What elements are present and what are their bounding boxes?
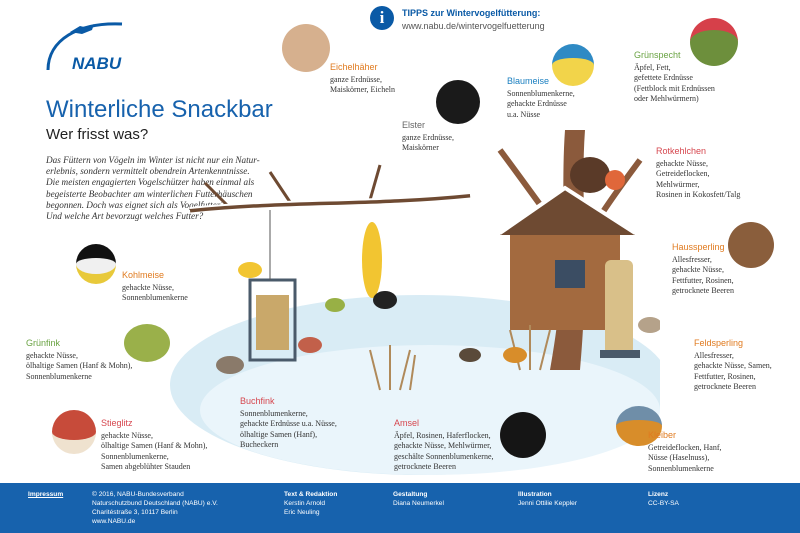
tips-title: TIPPS zur Wintervogelfütterung: <box>402 8 541 18</box>
footer-line: Kerstin Arnold <box>284 500 326 507</box>
bird-food-line: gehackte Nüsse, <box>122 282 174 292</box>
bird-gruenspecht <box>634 50 715 105</box>
bird-food-line: Bucheckern <box>240 440 279 449</box>
footer-heading: Text & Redaktion <box>284 491 338 498</box>
intro-line: begeisterte Beobachter am winterlichen Futterhäuschen <box>46 188 253 199</box>
intro-line: Die meisten engagierten Vogelschützer haben einmal als <box>46 177 255 188</box>
bird-gruenfink <box>26 338 132 382</box>
footer <box>0 483 800 533</box>
bird-stieglitz <box>101 418 207 473</box>
footer-heading: Illustration <box>518 491 552 498</box>
intro-line: begonnen. Doch was eignet sich als Vogelfutter? <box>46 199 225 210</box>
bird-food-line: gefettete Erdnüsse <box>634 73 693 82</box>
bird-food-line: oder Mehlwürmern) <box>634 94 699 103</box>
bird-food-line: Mehlwürmer, <box>656 179 700 189</box>
bird-elster <box>402 120 454 154</box>
bird-name: Elster <box>402 120 426 130</box>
bird-food-line: gehackte Erdnüsse u.a. Nüsse, <box>240 419 337 428</box>
bird-food-line: Äpfel, Fett, <box>634 62 671 72</box>
bird-name: Grünfink <box>26 338 61 348</box>
bird-food-line: ganze Erdnüsse, <box>330 74 382 84</box>
bird-food-line: gehackte Nüsse, Samen, <box>694 361 772 370</box>
bird-food-line: Samen abgeblühter Stauden <box>101 462 191 471</box>
stieglitz-head-icon <box>52 410 96 454</box>
bird-name: Rotkehlchen <box>656 146 707 156</box>
haussperling-head-icon <box>728 222 774 268</box>
amsel-head-icon <box>500 412 546 458</box>
bird-feldsperling <box>694 338 772 393</box>
bird-amsel <box>394 418 494 473</box>
bird-name: Eichelhäher <box>330 62 378 72</box>
tips-url[interactable]: www.nabu.de/wintervogelfuetterung <box>402 21 545 31</box>
bird-food-line: getrocknete Beeren <box>672 286 734 295</box>
bird-blaumeise <box>507 76 575 120</box>
bird-name: Kohlmeise <box>122 270 165 280</box>
bird-rotkehlchen <box>656 146 740 201</box>
eichelhaeher-head-icon <box>282 24 330 72</box>
bird-food-line: Getreideflocken, <box>656 169 710 178</box>
page-title: Winterliche Snackbar <box>46 96 273 123</box>
footer-impressum[interactable] <box>28 490 63 499</box>
bird-name: Blaumeise <box>507 76 550 86</box>
tips-box[interactable] <box>370 4 610 38</box>
bird-food-line: gehackte Nüsse, <box>26 350 78 360</box>
bird-food-line: Getreideflocken, Hanf, <box>648 442 722 452</box>
bird-food-line: Allesfresser, <box>672 254 712 264</box>
bird-food-line: geschälte Sonnenblumenkerne, <box>394 451 494 461</box>
bird-food-line: getrocknete Beeren <box>394 462 456 471</box>
bird-food-line: ölhaltige Samen (Hanf & Mohn), <box>26 361 133 370</box>
bird-name: Haussperling <box>672 242 725 252</box>
bird-name: Buchfink <box>240 396 275 406</box>
bird-food-line: gehackte Nüsse, Mehlwürmer, <box>394 441 492 450</box>
bird-food-line: gehackte Nüsse, <box>672 265 724 274</box>
bird-food-line: Sonnenblumenkerne, <box>507 88 575 98</box>
bird-food-line: Rosinen in Kokosfett/Talg <box>656 190 741 199</box>
bird-food-line: (Fettblock mit Erdnüssen <box>634 83 715 93</box>
bird-food-line: getrocknete Beeren <box>694 382 756 391</box>
bird-buchfink <box>240 396 337 451</box>
bird-food-line: Sonnenblumenkerne, <box>101 451 169 461</box>
bird-haussperling <box>672 242 734 297</box>
impressum-link[interactable]: Impressum <box>28 491 64 498</box>
info-icon: i <box>370 6 394 30</box>
bird-food-line: ölhaltige Samen (Hanf), <box>240 429 318 439</box>
footer-illustration <box>518 490 577 508</box>
footer-line: Jenni Ottilie Keppler <box>518 500 578 507</box>
bird-eichelhaeher <box>330 62 395 96</box>
bird-food-line: Maiskörner <box>402 143 439 152</box>
footer-line: Charitéstraße 3, 10117 Berlin <box>92 509 178 516</box>
logo-text: NABU <box>72 54 122 73</box>
bird-name: Feldsperling <box>694 338 744 348</box>
footer-heading: Gestaltung <box>393 491 428 498</box>
bird-food-line: Fettfutter, Rosinen, <box>672 275 734 285</box>
footer-copyright <box>92 490 218 526</box>
nabu-logo[interactable] <box>18 10 128 80</box>
bird-kohlmeise <box>122 270 188 304</box>
footer-link[interactable]: www.NABU.de <box>92 518 136 525</box>
bird-food-line: Sonnenblumenkerne <box>648 463 714 473</box>
bird-food-line: gehackte Nüsse, <box>101 430 153 440</box>
footer-line: © 2016, NABU-Bundesverband <box>92 491 184 498</box>
bird-food-line: Fettfutter, Rosinen, <box>694 371 756 381</box>
bird-name: Stieglitz <box>101 418 133 428</box>
footer-heading: Lizenz <box>648 491 669 498</box>
footer-line: Naturschutzbund Deutschland (NABU) e.V. <box>92 500 218 507</box>
kohlmeise-head-icon <box>76 244 116 284</box>
bird-food-line: gehackte Erdnüsse <box>507 99 567 108</box>
bird-food-line: Maiskörner, Eicheln <box>330 85 395 94</box>
intro-line: Und welche Art bevorzugt welches Futter? <box>46 211 204 222</box>
bird-food-line: Sonnenblumenkerne, <box>240 408 308 418</box>
bird-name: Kleiber <box>648 430 677 440</box>
footer-line: Diana Neumerkel <box>393 500 444 507</box>
bird-food-line: Sonnenblumenkerne <box>26 371 92 381</box>
bird-food-line: Sonnenblumenkerne <box>122 293 188 302</box>
footer-text <box>284 490 337 517</box>
footer-lizenz <box>648 490 679 508</box>
page-subtitle: Wer frisst was? <box>46 126 149 143</box>
bird-kleiber <box>648 430 722 474</box>
footer-gestaltung <box>393 490 444 508</box>
bird-food-line: ölhaltige Samen (Hanf & Mohn), <box>101 441 208 450</box>
bird-food-line: gehackte Nüsse, <box>656 158 708 168</box>
elster-head-icon <box>436 80 480 124</box>
bird-food-line: ganze Erdnüsse, <box>402 132 454 142</box>
intro-line: Das Füttern von Vögeln im Winter ist nicht nur ein Natur- <box>46 155 260 165</box>
bird-name: Amsel <box>394 418 420 428</box>
bird-food-line: Äpfel, Rosinen, Haferflocken, <box>394 430 491 440</box>
footer-line: Eric Neuling <box>284 509 320 516</box>
bird-food-line: Nüsse (Haselnuss), <box>648 453 710 462</box>
bird-food-line: u.a. Nüsse <box>507 109 541 119</box>
intro-line: erlebnis, sondern vermittelt obendrein Artenkenntnisse. <box>46 166 250 177</box>
bird-food-line: Allesfresser, <box>694 350 734 360</box>
bird-name: Grünspecht <box>634 50 681 60</box>
footer-link[interactable]: CC-BY-SA <box>648 500 679 507</box>
